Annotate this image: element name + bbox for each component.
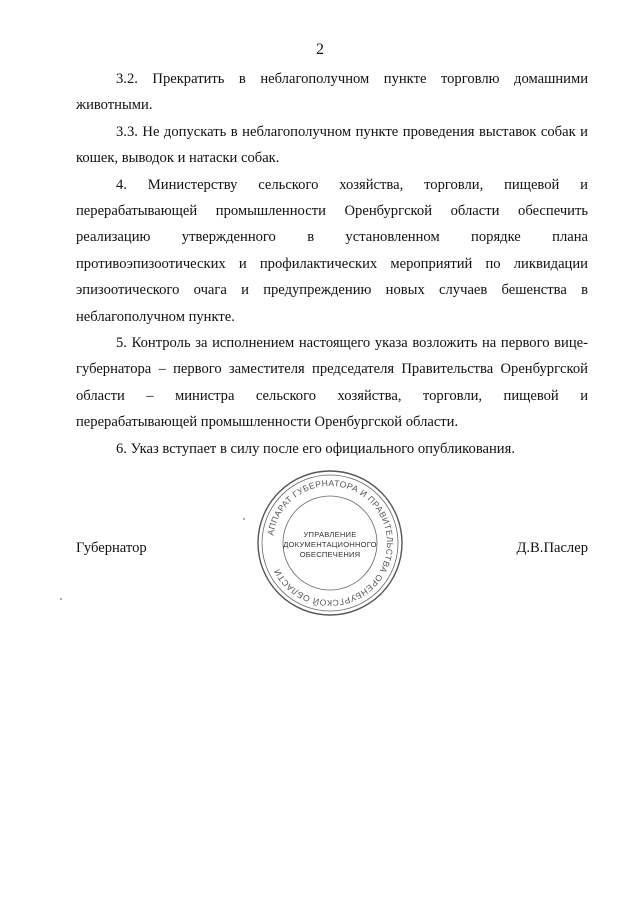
- document-body: [76, 66, 588, 462]
- page-number: 2: [316, 41, 324, 58]
- paragraph-3-2: 3.2. Прекратить в неблагополучном пункте торговлю домашними животными.: [76, 71, 588, 114]
- scan-speck: [60, 598, 62, 600]
- stamp-line-1: УПРАВЛЕНИЕ: [303, 530, 357, 539]
- paragraph-5: 5. Контроль за исполнением настоящего указа возложить на первого вице-губернатора – первого заместителя председателя Правительства Оренбургской области – министра сельского хозяйства, торговли, пищевой и перерабатывающей промышленности Оренбургской области.: [76, 335, 588, 431]
- stamp-ring-textpath: АППАРАТ ГУБЕРНАТОРА И ПРАВИТЕЛЬСТВА ОРЕНБУРГСКОЙ ОБЛАСТИ: [265, 477, 396, 609]
- scan-speck: [243, 518, 245, 520]
- stamp-line-3: ОБЕСПЕЧЕНИЯ: [299, 550, 361, 559]
- paragraph-4: 4. Министерству сельского хозяйства, торговли, пищевой и перерабатывающей промышленности Оренбургской области обеспечить реализацию утвержденного в установленном порядке плана противоэпизоотических и профилактических мероприятий по ликвидации эпизоотического очага и предупреждению новых случаев бешенства в неблагополучном пункте.: [76, 176, 588, 325]
- paragraph-6: 6. Указ вступает в силу после его официального опубликования.: [116, 440, 515, 457]
- paragraph-3-3: 3.3. Не допускать в неблагополучном пункте проведения выставок собак и кошек, выводок и натаски собак.: [76, 123, 588, 167]
- stamp-line-2: ДОКУМЕНТАЦИОННОГО: [283, 540, 377, 549]
- signatory-title: Губернатор: [76, 540, 147, 556]
- signatory-name: Д.В.Паслер: [516, 540, 588, 556]
- stamp-center-text: [262, 530, 398, 560]
